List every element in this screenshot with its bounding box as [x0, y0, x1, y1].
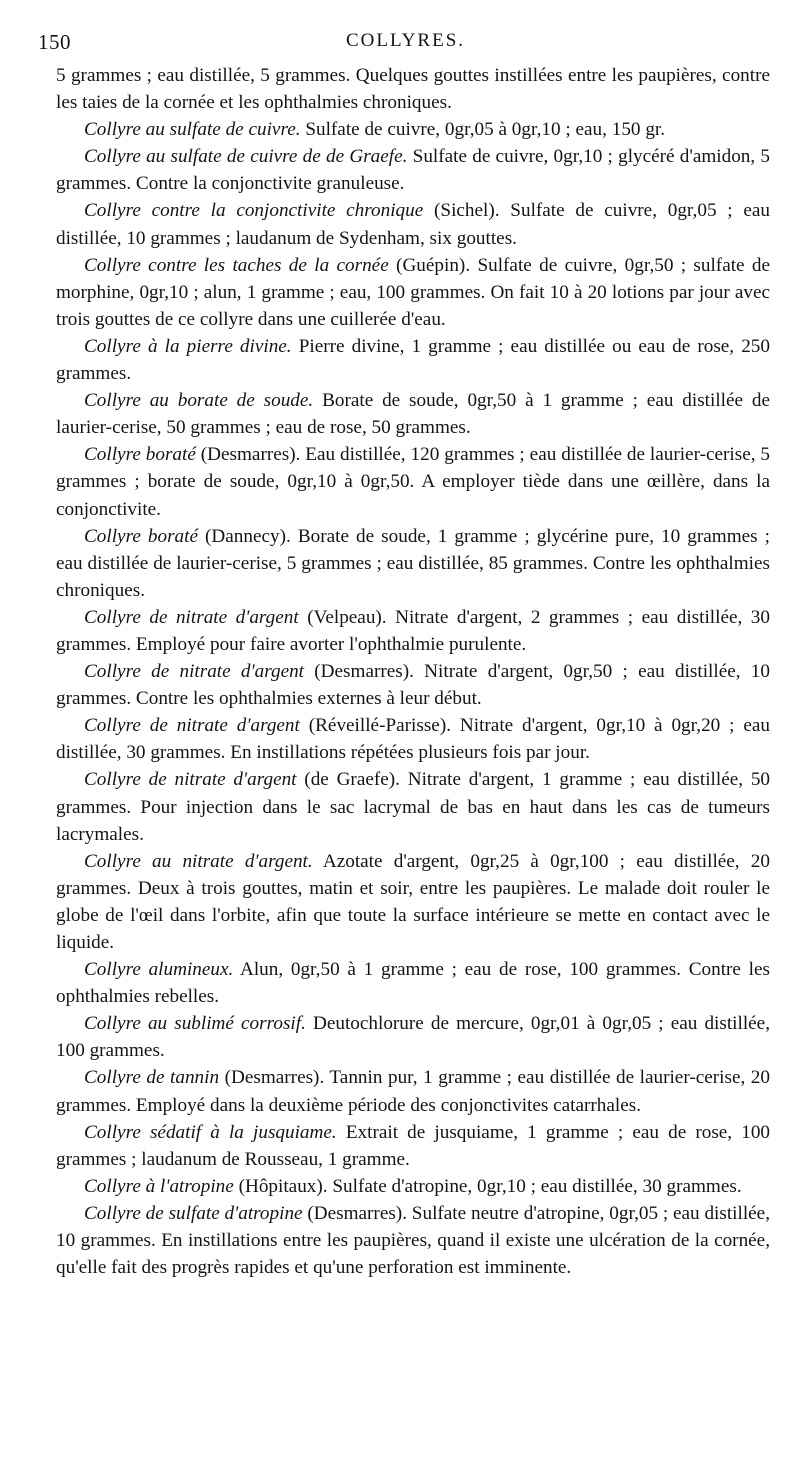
- recipe-text: (Desmarres). Sulfate neutre d'atropine, 0gr,05 ; eau distillée, 10 grammes. En instillations entre les paupières, quand il existe une ulcération de la cornée, qu'elle fait des progrès rapides et qu'une perforation est imminente.: [56, 1202, 770, 1279]
- recipe-text: (Desmarres). Tannin pur, 1 gramme ; eau distillée de laurier-cerise, 20 grammes. Employé dans la deuxième période des conjonctivites catarrhales.: [56, 1067, 770, 1116]
- recipe-name: Collyre de nitrate d'argent: [84, 661, 305, 683]
- recipe-name: Collyre à la pierre divine.: [84, 335, 292, 357]
- recipe-text: (Dannecy). Borate de soude, 1 gramme ; glycérine pure, 10 grammes ; eau distillée de laurier-cerise, 5 grammes ; eau distillée, 85 grammes. Contre les ophthalmies chroniques.: [56, 525, 770, 601]
- recipe-text: Borate de soude, 0gr,50 à 1 gramme ; eau distillée de laurier-cerise, 50 grammes ; eau de rose, 50 grammes.: [56, 390, 771, 439]
- recipe-name: Collyre de tannin: [84, 1067, 220, 1089]
- recipe-entry: [56, 523, 770, 604]
- recipe-entry: [56, 333, 770, 387]
- recipe-name: Collyre au sulfate de cuivre de de Graefe.: [84, 146, 408, 168]
- recipe-name: Collyre de sulfate d'atropine: [84, 1202, 303, 1224]
- recipe-name: Collyre sédatif à la jusquiame.: [84, 1121, 337, 1143]
- recipe-text: Sulfate de cuivre, 0gr,05 à 0gr,10 ; eau, 150 gr.: [300, 119, 666, 141]
- recipe-entry: [56, 441, 770, 522]
- recipe-text: Pierre divine, 1 gramme ; eau distillée ou eau de rose, 250 grammes.: [56, 335, 770, 385]
- recipe-text: (de Graefe). Nitrate d'argent, 1 gramme ; eau distillée, 50 grammes. Pour injection dans le sac lacrymal de bas en haut dans les cas de tumeurs lacrymales.: [56, 769, 771, 845]
- running-title: COLLYRES.: [345, 30, 466, 51]
- recipe-entry: [56, 712, 770, 766]
- recipe-text: (Velpeau). Nitrate d'argent, 2 grammes ; eau distillée, 30 grammes. Employé pour faire avorter l'ophthalmie purulente.: [56, 606, 770, 655]
- recipe-entry-continued: [56, 62, 770, 116]
- recipe-text: (Réveillé-Parisse). Nitrate d'argent, 0gr,10 à 0gr,20 ; eau distillée, 30 grammes. En instillations répétées plusieurs fois par jour.: [56, 715, 770, 764]
- recipe-text: (Guépin). Sulfate de cuivre, 0gr,50 ; sulfate de morphine, 0gr,10 ; alun, 1 gramme ; eau, 100 grammes. On fait 10 à 20 lotions par jour avec trois gouttes de ce collyre dans une cuillerée d'eau.: [56, 254, 771, 330]
- recipe-entry: [56, 1119, 770, 1173]
- recipe-entry: [56, 956, 770, 1010]
- recipe-entry: [56, 766, 770, 847]
- recipe-text: Extrait de jusquiame, 1 gramme ; eau de rose, 100 grammes ; laudanum de Rousseau, 1 gramme.: [56, 1121, 771, 1170]
- page-header: [38, 30, 773, 54]
- recipe-name: Collyre de nitrate d'argent: [84, 769, 297, 791]
- recipe-name: Collyre contre les taches de la cornée: [84, 254, 389, 276]
- recipe-entry: [56, 387, 770, 441]
- recipe-entry: [56, 848, 770, 956]
- recipe-name: Collyre boraté: [84, 444, 196, 466]
- recipe-name: Collyre au sublimé corrosif.: [84, 1013, 306, 1035]
- recipe-entry: [56, 1200, 770, 1281]
- recipe-entry: [56, 1010, 770, 1064]
- page-number: 150: [38, 30, 71, 54]
- recipe-name: Collyre alumineux.: [84, 959, 234, 981]
- recipe-text: Sulfate de cuivre, 0gr,10 ; glycéré d'amidon, 5 grammes. Contre la conjonctivite granuleuse.: [56, 146, 771, 195]
- recipe-name: Collyre contre la conjonctivite chronique: [84, 200, 424, 222]
- recipe-name: Collyre à l'atropine: [84, 1175, 234, 1197]
- recipe-text: Azotate d'argent, 0gr,25 à 0gr,100 ; eau distillée, 20 grammes. Deux à trois gouttes, matin et soir, entre les paupières. Le malade doit rouler le globe de l'œil dans l'orbite, afin que toute la surface intérieure se mette en contact avec le liquide.: [56, 850, 770, 953]
- recipe-entry: [56, 116, 770, 143]
- recipe-name: Collyre de nitrate d'argent: [84, 715, 300, 737]
- recipe-name: Collyre au nitrate d'argent.: [84, 850, 313, 872]
- recipe-text: Alun, 0gr,50 à 1 gramme ; eau de rose, 100 grammes. Contre les ophthalmies rebelles.: [56, 959, 770, 1008]
- recipe-entry: [56, 658, 770, 712]
- recipe-entry: [56, 252, 770, 333]
- recipe-name: Collyre au borate de soude.: [84, 390, 314, 412]
- recipe-text: 5 grammes ; eau distillée, 5 grammes. Quelques gouttes instillées entre les paupières, contre les taies de la cornée et les ophthalmies chroniques.: [56, 65, 770, 114]
- page-body: [56, 62, 770, 1281]
- recipe-text: Deutochlorure de mercure, 0gr,01 à 0gr,05 ; eau distillée, 100 grammes.: [56, 1013, 770, 1062]
- recipe-text: (Desmarres). Eau distillée, 120 grammes ; eau distillée de laurier-cerise, 5 grammes ; borate de soude, 0gr,10 à 0gr,50. A employer tiède dans une œillère, dans la conjonctivite.: [56, 444, 771, 520]
- recipe-text: (Hôpitaux). Sulfate d'atropine, 0gr,10 ; eau distillée, 30 grammes.: [233, 1175, 742, 1197]
- recipe-entry: [56, 1064, 770, 1118]
- recipe-text: (Desmarres). Nitrate d'argent, 0gr,50 ; eau distillée, 10 grammes. Contre les ophthalmies externes à leur début.: [56, 661, 770, 710]
- recipe-entry: [56, 1173, 770, 1200]
- recipe-name: Collyre boraté: [84, 525, 198, 547]
- recipe-name: Collyre au sulfate de cuivre.: [84, 119, 301, 141]
- recipe-entry: [56, 197, 770, 251]
- recipe-name: Collyre de nitrate d'argent: [84, 606, 299, 628]
- recipe-text: (Sichel). Sulfate de cuivre, 0gr,05 ; eau distillée, 10 grammes ; laudanum de Sydenham, six gouttes.: [56, 200, 770, 249]
- recipe-entry: [56, 143, 770, 197]
- recipe-entry: [56, 604, 770, 658]
